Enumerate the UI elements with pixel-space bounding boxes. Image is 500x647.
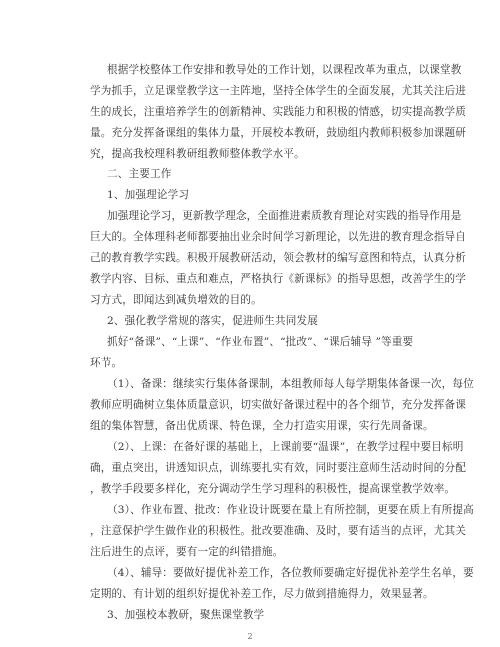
subheading-theory-study: 1、加强理论学习 (107, 189, 190, 201)
paragraph-tutoring-line-2: 定期的、有计划的组织好提优补差工作，尽力做到措施得力，效果显著。 (90, 588, 434, 600)
paragraph-class-line-1: （2）、上课：在备好课的基础上，上课前要“温课”，在教学过程中要目标明 (107, 441, 464, 453)
paragraph-theory-line-2: 巨大的。全体理科老师都要抽出业余时间学习新理论，以先进的教育理念指导自 (90, 231, 467, 243)
paragraph-theory-line-3: 己的教育教学实践。积极开展教研活动，领会教材的编写意图和特点，认真分析 (90, 252, 467, 264)
paragraph-homework-line-1: （3）、作业布置、批改：作业设计既要在量上有所控制，更要在质上有所提高 (107, 504, 474, 516)
paragraph-lesson-prep-line-2: 教师应明确树立集体质量意识，切实做好备课过程中的各个细节，充分发挥备课 (90, 399, 467, 411)
paragraph-intro-line-1: 根据学校整体工作安排和教导处的工作计划，以课程改革为重点，以课堂教 (107, 64, 462, 76)
paragraph-theory-line-1: 加强理论学习，更新教学理念，全面推进素质教育理论对实践的指导作用是 (107, 210, 462, 222)
page-number: 2 (247, 632, 253, 641)
paragraph-intro-line-4: 量。充分发挥备课组的集体力量，开展校本教研，鼓励组内教师积极参加课题研 (90, 127, 467, 139)
paragraph-homework-line-3: 注后进生的点评，要有一定的纠错措施。 (90, 546, 284, 558)
paragraph-class-line-2: 确，重点突出，讲透知识点，训练要扎实有效，同时要注意师生活动时间的分配 (90, 462, 467, 474)
paragraph-key-links-line-2: 环节。 (90, 357, 123, 369)
paragraph-intro-line-2: 学为抓手，立足课堂教学这一主阵地，坚持全体学生的全面发展，尤其关注后进 (90, 85, 467, 97)
paragraph-theory-line-4: 教学内容、目标、重点和难点，严格执行《新课标》的指导思想，改善学生的学 (90, 273, 467, 285)
paragraph-lesson-prep-line-1: （1）、备课：继续实行集体备课制，本组教师每人每学期集体备课一次，每位 (107, 378, 474, 390)
section-heading-main-work: 二、主要工作 (107, 168, 172, 180)
paragraph-key-links-line-1: 抓好“备课”、“上课”、“作业布置”、“批改”、“课后辅导 ”等重要 (107, 336, 414, 348)
paragraph-theory-line-5: 习方式，即闻达到减负增效的目的。 (90, 294, 262, 306)
paragraph-intro-line-3: 生的成长，注重培养学生的创新精神、实践能力和积极的情感，切实提高教学质 (90, 106, 467, 118)
paragraph-tutoring-line-1: （4）、辅导：要做好提优补差工作，各位教师要确定好提优补差学生名单，要 (107, 567, 474, 579)
subheading-teaching-routine: 2、强化教学常规的落实，促进师生共同发展 (107, 315, 319, 327)
subheading-school-research: 3、加强校本教研，聚焦课堂教学 (107, 609, 265, 621)
paragraph-intro-line-5: 究，提高我校理科教研组教师整体教学水平。 (90, 148, 305, 160)
paragraph-homework-line-2: ，注意保护学生做作业的积极性。批改要准确、及时，要有适当的点评，尤其关 (90, 525, 467, 537)
paragraph-lesson-prep-line-3: 组的集体智慧，备出优质课、特色课，全力打造实用课，实行先周备课。 (90, 420, 434, 432)
paragraph-class-line-3: ，教学手段要多样化，充分调动学生学习理科的积极性，提高课堂教学效率。 (90, 483, 456, 495)
